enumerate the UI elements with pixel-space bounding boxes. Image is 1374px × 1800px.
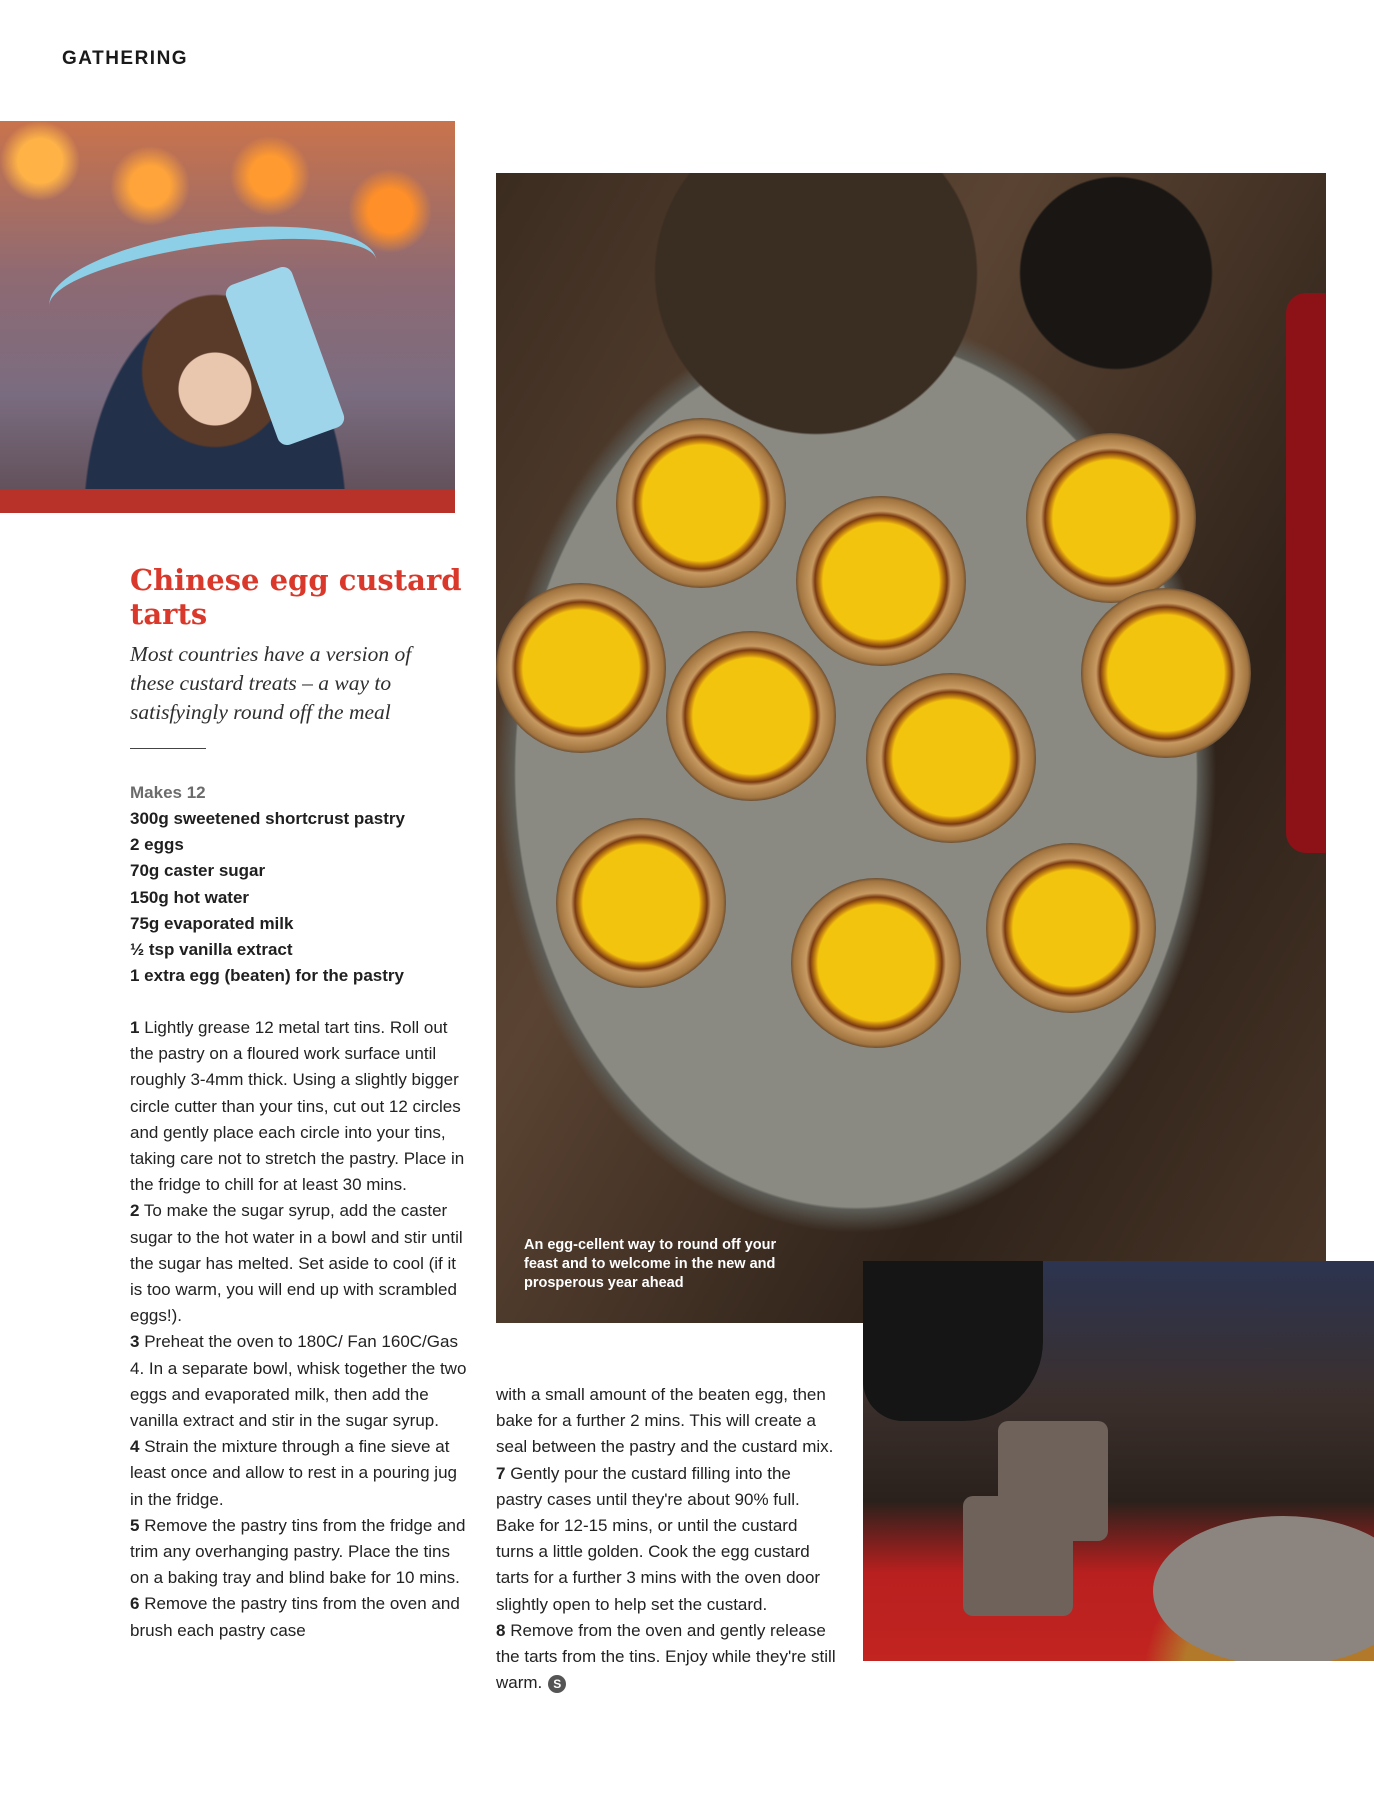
method-column-2 bbox=[496, 1382, 836, 1696]
paper-dragon-shape bbox=[42, 209, 383, 358]
step-number: 2 bbox=[130, 1201, 140, 1221]
tart bbox=[986, 843, 1156, 1013]
step-text: Lightly grease 12 metal tart tins. Roll out the pastry on a floured work surface until roughly 3-4mm thick. Using a slightly bigger circle cutter than your tins, cut out 12 circles and gently place each circle into your tins, taking care not to stretch the pastry. Place in the fridge to chill for at least 30 mins. bbox=[130, 1018, 465, 1195]
egg-tarts-photo bbox=[496, 173, 1326, 1323]
ingredient-item: ½ tsp vanilla extract bbox=[130, 940, 293, 960]
recipe-title: Chinese egg custard tarts bbox=[130, 563, 462, 631]
ingredient-item: 1 extra egg (beaten) for the pastry bbox=[130, 966, 404, 986]
method-step bbox=[130, 1513, 470, 1592]
step-number: 4 bbox=[130, 1437, 140, 1457]
step-number: 5 bbox=[130, 1515, 140, 1535]
method-step bbox=[130, 1015, 470, 1198]
method-step bbox=[496, 1461, 836, 1618]
ingredient-item: 300g sweetened shortcrust pastry bbox=[130, 809, 405, 828]
yield: Makes 12 bbox=[130, 783, 206, 802]
method-column-1 bbox=[130, 1015, 470, 1644]
step-number: 1 bbox=[130, 1018, 140, 1037]
ingredient-item: 75g evaporated milk bbox=[130, 913, 294, 933]
tart bbox=[1026, 433, 1196, 603]
method-step bbox=[496, 1382, 836, 1461]
ingredient-item: 2 eggs bbox=[130, 835, 184, 855]
ingredient-item: 150g hot water bbox=[130, 887, 250, 907]
tart bbox=[866, 673, 1036, 843]
step-number: 7 bbox=[496, 1463, 506, 1483]
red-table-shape bbox=[0, 489, 455, 513]
ingredient-item: 70g caster sugar bbox=[130, 861, 266, 881]
step-number: 3 bbox=[130, 1332, 140, 1352]
tart bbox=[1081, 588, 1251, 758]
step-number: 6 bbox=[130, 1594, 140, 1614]
method-step bbox=[130, 1434, 470, 1513]
tart bbox=[496, 583, 666, 753]
step-text: Remove the pastry tins from the fridge and trim any overhanging pastry. Place the tins on a baking tray and blind bake for 10 mins. bbox=[130, 1515, 466, 1588]
step-text: Strain the mixture through a fine sieve at least once and allow to rest in a pouring jug in the fridge. bbox=[130, 1437, 457, 1509]
ingredient-list bbox=[130, 806, 470, 989]
step-text: Preheat the oven to 180C/ Fan 160C/Gas 4. In a separate bowl, whisk together the two eggs and evaporated milk, then add the vanilla extract and stir in the sugar syrup. bbox=[130, 1332, 467, 1431]
recipe-standfirst: Most countries have a version of these custard treats – a way to satisfyingly round off the meal bbox=[130, 642, 412, 724]
girl-dragon-photo bbox=[0, 121, 455, 513]
teapot-shape bbox=[863, 1261, 1043, 1421]
tart-plate-shape bbox=[1153, 1516, 1374, 1661]
method-step bbox=[130, 1198, 470, 1329]
method-step bbox=[130, 1329, 470, 1434]
divider bbox=[130, 748, 206, 749]
tart bbox=[791, 878, 961, 1048]
section-label: GATHERING bbox=[62, 48, 189, 69]
method-step bbox=[496, 1618, 836, 1697]
tart bbox=[796, 496, 966, 666]
tart bbox=[616, 418, 786, 588]
cup-shape bbox=[963, 1496, 1073, 1616]
step-text: Remove from the oven and gently release the tarts from the tins. Enjoy while they're still warm. bbox=[496, 1620, 836, 1693]
step-number: 8 bbox=[496, 1620, 506, 1640]
step-text: Remove the pastry tins from the oven and brush each pastry case bbox=[130, 1594, 460, 1640]
step-text: with a small amount of the beaten egg, then bake for a further 2 mins. This will create a seal between the pastry and the custard mix. bbox=[496, 1385, 834, 1457]
end-mark-icon: S bbox=[548, 1675, 566, 1693]
tart bbox=[666, 631, 836, 801]
method-step bbox=[130, 1591, 470, 1643]
red-cloth-shape bbox=[1286, 293, 1326, 853]
photo-caption: An egg-cellent way to round off your feast and to welcome in the new and prosperous year ahead bbox=[524, 1237, 777, 1291]
step-text: Gently pour the custard filling into the pastry cases until they're about 90% full. Bake for 12-15 mins, or until the custard turns a little golden. Cook the egg custard tarts for a further 3 mins with the oven door slightly open to help set the custard. bbox=[496, 1463, 821, 1614]
step-text: To make the sugar syrup, add the caster sugar to the hot water in a bowl and stir until the sugar has melted. Set aside to cool (if it is too warm, you will end up with scrambled eggs!). bbox=[130, 1201, 463, 1326]
ingredients bbox=[130, 780, 470, 989]
tart bbox=[556, 818, 726, 988]
tea-and-tarts-photo bbox=[863, 1261, 1374, 1661]
